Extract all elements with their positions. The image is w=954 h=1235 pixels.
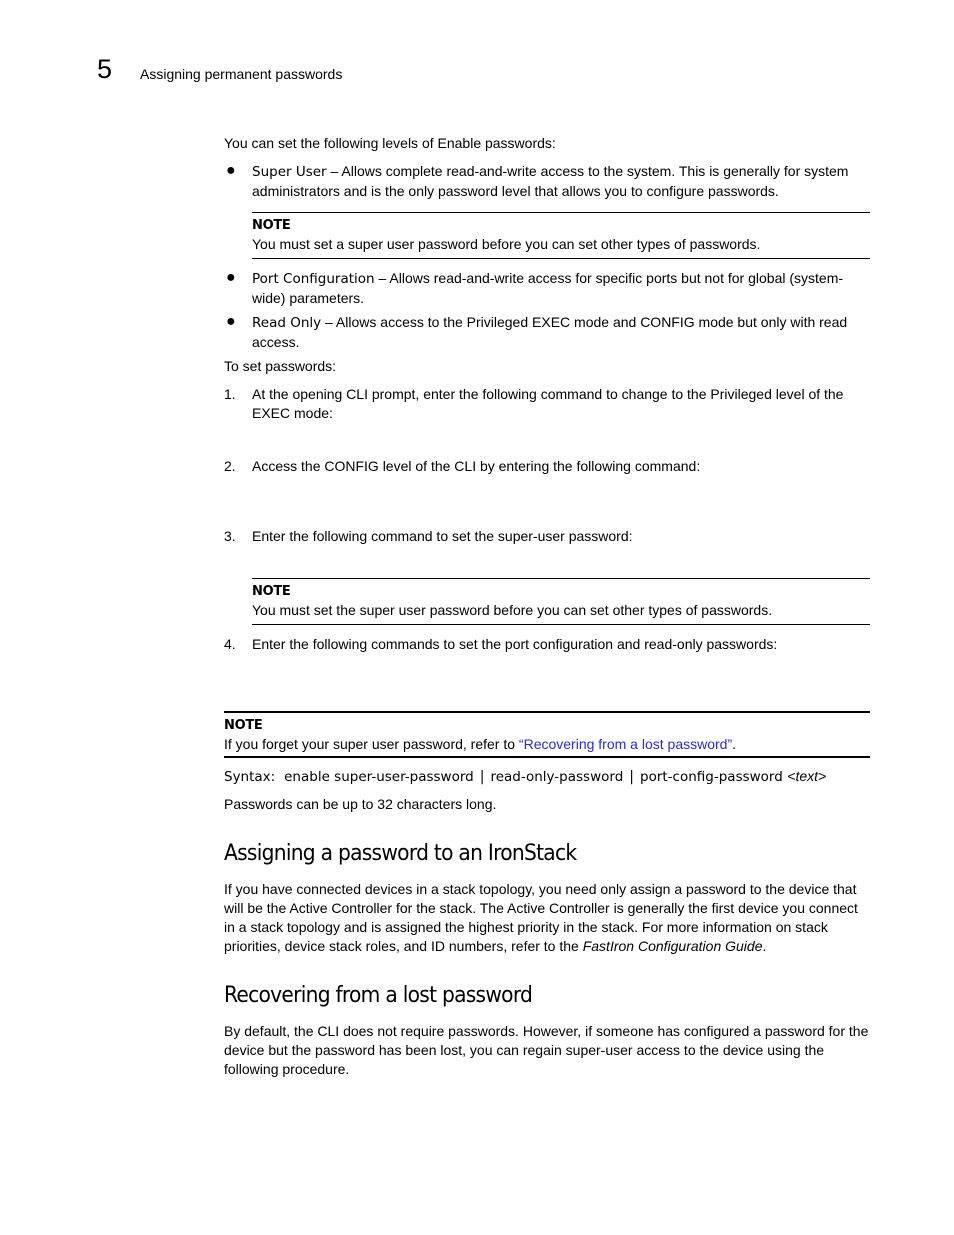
to-set-text: To set passwords: bbox=[224, 358, 337, 374]
note-top-rule bbox=[224, 711, 870, 713]
syntax-line bbox=[224, 767, 826, 787]
syntax-separator: | bbox=[479, 769, 485, 785]
note-bottom-rule bbox=[252, 624, 870, 625]
step-item bbox=[224, 385, 870, 423]
section-body-end: . bbox=[762, 938, 767, 954]
syntax-arg: <text> bbox=[787, 768, 827, 784]
note-label: NOTE bbox=[224, 718, 263, 733]
syntax-cmd: enable super-user-password bbox=[284, 769, 474, 785]
level-desc: – Allows read-and-write access for specific ports but not for global (system-wide) parameters. bbox=[252, 270, 844, 306]
section-heading: Recovering from a lost password bbox=[224, 983, 533, 1008]
note-label: NOTE bbox=[252, 584, 291, 599]
step-number: 2. bbox=[224, 458, 236, 474]
chapter-title: Assigning permanent passwords bbox=[140, 66, 343, 82]
syntax-cmd: port-config-password bbox=[640, 769, 783, 785]
step-number: 1. bbox=[224, 386, 236, 402]
list-item bbox=[224, 269, 870, 308]
step-text: Enter the following command to set the super-user password: bbox=[252, 528, 633, 544]
note-text-end: . bbox=[732, 736, 736, 752]
note-top-rule bbox=[252, 212, 870, 213]
intro-text: You can set the following levels of Enable passwords: bbox=[224, 135, 556, 151]
section-body: By default, the CLI does not require passwords. However, if someone has configured a password for the device but the password has been lost, you can regain super-user access to the device using the following procedure. bbox=[224, 1023, 869, 1077]
bullet-icon: ● bbox=[226, 162, 236, 179]
level-term: Read Only bbox=[252, 315, 322, 331]
step-text: Enter the following commands to set the port configuration and read-only passwords: bbox=[252, 636, 778, 652]
level-term: Super User bbox=[252, 164, 327, 180]
note-text: You must set a super user password before you can set other types of passwords. bbox=[252, 236, 761, 252]
note-top-rule bbox=[252, 578, 870, 579]
chapter-number: 5 bbox=[97, 54, 113, 84]
section-body bbox=[224, 880, 870, 956]
step-text: Access the CONFIG level of the CLI by entering the following command: bbox=[252, 458, 701, 474]
note-block bbox=[252, 216, 870, 254]
level-desc: – Allows access to the Privileged EXEC mode and CONFIG mode but only with read access. bbox=[252, 314, 848, 350]
note-label: NOTE bbox=[252, 218, 291, 233]
guide-title: FastIron Configuration Guide bbox=[582, 938, 763, 954]
level-desc: – Allows complete read-and-write access to the system. This is generally for system administrators and is the only password level that allows you to configure passwords. bbox=[252, 163, 849, 199]
note-text: You must set the super user password before you can set other types of passwords. bbox=[252, 602, 773, 618]
step-number: 3. bbox=[224, 528, 236, 544]
step-item bbox=[224, 457, 870, 476]
level-term: Port Configuration bbox=[252, 271, 375, 287]
bullet-icon: ● bbox=[226, 313, 236, 330]
pw-length-text: Passwords can be up to 32 characters long. bbox=[224, 796, 497, 812]
bullet-icon: ● bbox=[226, 269, 236, 286]
syntax-separator: | bbox=[629, 769, 634, 785]
step-number: 4. bbox=[224, 636, 236, 652]
note-bottom-rule bbox=[224, 756, 870, 758]
list-item bbox=[224, 162, 870, 201]
syntax-label: Syntax: bbox=[224, 769, 276, 785]
recovering-link[interactable]: “Recovering from a lost password” bbox=[518, 736, 733, 752]
section-heading: Assigning a password to an IronStack bbox=[224, 841, 577, 866]
step-item bbox=[224, 527, 870, 546]
step-item bbox=[224, 635, 870, 654]
note-text: If you forget your super user password, refer to bbox=[224, 736, 519, 752]
list-item bbox=[224, 313, 870, 352]
step-text: At the opening CLI prompt, enter the following command to change to the Privileged level of the EXEC mode: bbox=[252, 386, 844, 421]
section-body-text: If you have connected devices in a stack topology, you need only assign a password to the device that will be the Active Controller for the stack. The Active Controller is generally the first device you connect in a stack topology and is assigned the highest priority in the stack. For more information on stack priorities, device stack roles, and ID numbers, refer to the bbox=[224, 881, 858, 954]
note-bottom-rule bbox=[252, 258, 870, 259]
note-block bbox=[224, 716, 870, 754]
note-block bbox=[252, 582, 870, 620]
syntax-cmd: read-only-password bbox=[490, 769, 624, 785]
